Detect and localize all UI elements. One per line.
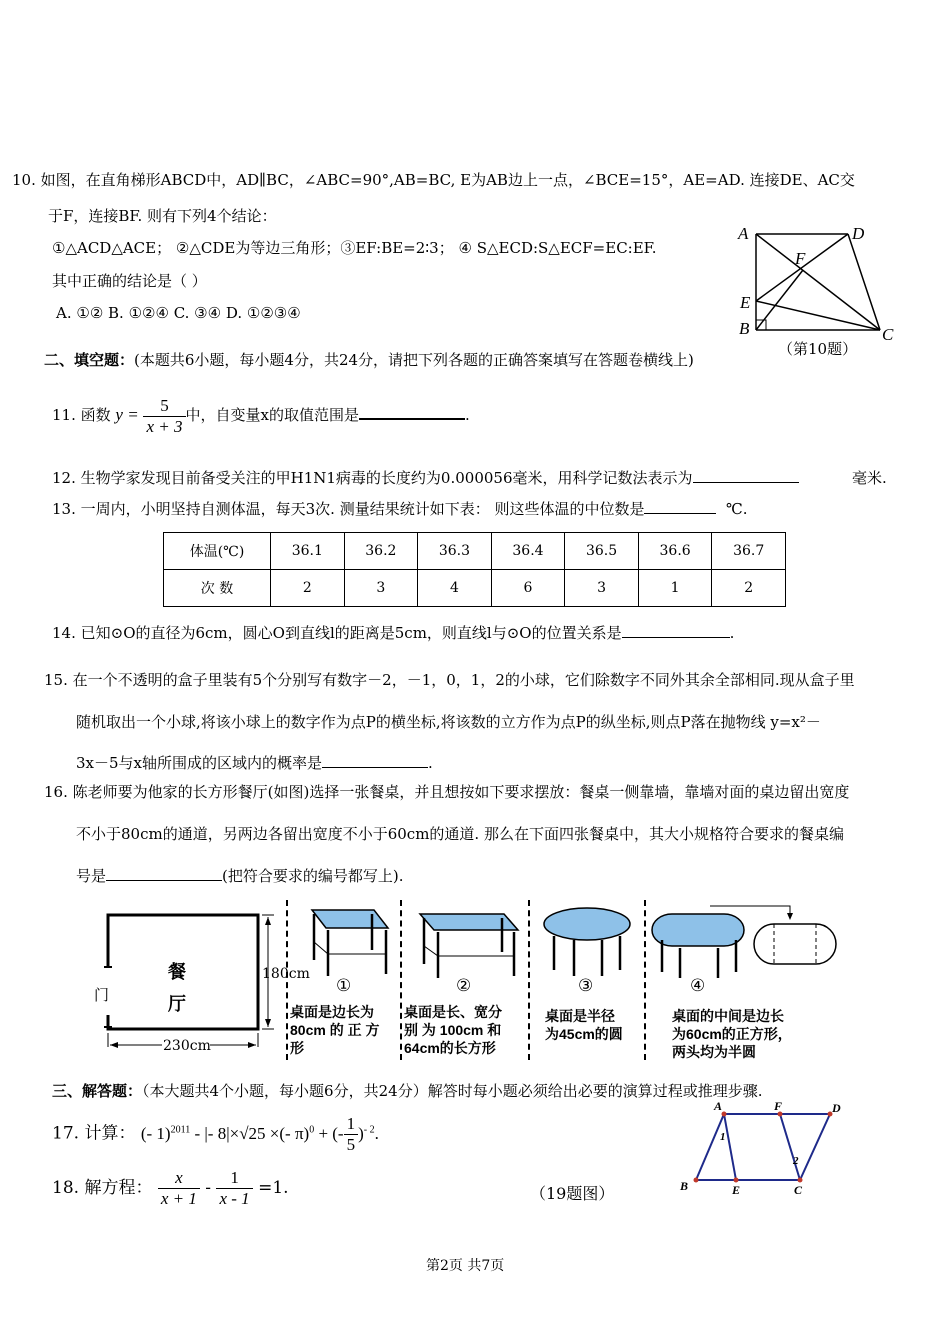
page-footer: 第2页 共7页 xyxy=(426,1258,505,1274)
table-cell: 36.5 xyxy=(565,533,639,570)
q17-end: . xyxy=(374,1123,379,1143)
table-cell: 36.3 xyxy=(418,533,492,570)
q10-label-F: F xyxy=(795,249,806,268)
room-door-label: 门 xyxy=(94,986,110,1004)
q17-fraction xyxy=(344,1114,359,1155)
table2-caption-2: 别 为 100cm 和 xyxy=(404,1022,502,1038)
table-cell: 3 xyxy=(565,570,639,607)
q11-fraction xyxy=(143,396,185,437)
q17-fden: 5 xyxy=(346,1135,356,1155)
q10-options: A. ①② B. ①②④ C. ③④ D. ①②③④ xyxy=(56,304,301,322)
table-cell: 2 xyxy=(271,570,345,607)
q11-answer-blank[interactable] xyxy=(359,404,465,420)
q11-denominator: x + 3 xyxy=(146,416,183,436)
q15-answer-blank[interactable] xyxy=(322,753,428,768)
q10-label-E: E xyxy=(740,293,751,312)
fig19-label-F: F xyxy=(774,1099,783,1113)
q13-text: 13. 一周内，小明坚持自测体温，每天3次. 测量结果统计如下表： 则这些体温的中位数是 xyxy=(52,500,645,518)
table-row xyxy=(164,570,786,607)
q14-answer-blank[interactable] xyxy=(622,623,730,638)
q10-label-B: B xyxy=(739,319,750,338)
q16-line3 xyxy=(76,866,404,886)
q16-line3-suffix: (把符合要求的编号都写上). xyxy=(222,867,404,885)
q12-text: 12. 生物学家发现目前备受关注的甲H1N1病毒的长度约为0.000056毫米，用科学记数法表示为 xyxy=(52,469,693,487)
separator-1 xyxy=(286,900,288,1060)
q17-label: 17. 计算： xyxy=(52,1123,136,1144)
table-cell: 1 xyxy=(638,570,712,607)
table-row xyxy=(164,533,786,570)
q11: 11. 函数 y = $\frac{5}{x + 3}$ 中，自变量x的取值范围是 . xyxy=(52,395,470,436)
q18-d1: x + 1 xyxy=(160,1189,197,1208)
q12 xyxy=(52,468,799,488)
table3-drawing xyxy=(540,900,640,980)
q13-answer-blank[interactable] xyxy=(644,499,716,514)
table2-caption-3: 64cm的长方形 xyxy=(404,1040,496,1056)
room-height-label: 180cm xyxy=(262,966,310,982)
q15-line2: 随机取出一个小球,将该小球上的数字作为点P的横坐标,将该数的立方作为点P的纵坐标,则点P落在抛物线 y=x²－ xyxy=(76,713,821,731)
q17-expression xyxy=(140,1114,379,1155)
q10-fig-caption: （第10题） xyxy=(778,340,858,358)
table1-number: ① xyxy=(336,976,352,996)
q16-line2: 不小于80cm的通道，另两边各留出宽度不小于60cm的通道. 那么在下面四张餐桌中，其大小规格符合要求的餐桌编 xyxy=(76,825,844,843)
q11-numerator: 5 xyxy=(143,396,185,417)
q12-unit: 毫米. xyxy=(852,469,887,487)
room-width-label: 230cm xyxy=(163,1038,211,1054)
table2-caption-1: 桌面是长、宽分 xyxy=(404,1004,502,1020)
q10-line1: 10. 如图，在直角梯形ABCD中，AD∥BC，∠ABC=90°,AB=BC, E为AB边上一点，∠BCE=15°，AE=AD. 连接DE、AC交 xyxy=(12,171,855,189)
table4-caption-1: 桌面的中间是边长 xyxy=(672,1008,784,1024)
q18-d2: x - 1 xyxy=(219,1189,250,1208)
q15-line3: 3x－5与x轴所围成的区域内的概率是 xyxy=(76,754,323,772)
fig19-angle-2: 2 xyxy=(793,1155,799,1167)
fig19-label-C: C xyxy=(794,1183,803,1197)
fig19-label-D: D xyxy=(832,1101,841,1115)
table1-caption-1: 桌面是边长为 xyxy=(290,1004,374,1020)
table-cell: 6 xyxy=(491,570,565,607)
q16-line1: 16. 陈老师要为他家的长方形餐厅(如图)选择一张餐桌，并且想按如下要求摆放：餐桌一侧靠墙，靠墙对面的桌边留出宽度 xyxy=(44,783,850,801)
table-cell: 36.6 xyxy=(638,533,712,570)
section3-heading: 三、解答题： xyxy=(52,1082,143,1100)
q10-label-A: A xyxy=(738,224,749,243)
q11-suffix: 中，自变量x的取值范围是 xyxy=(185,406,359,424)
table-cell: 4 xyxy=(418,570,492,607)
q13-unit: ℃. xyxy=(726,500,748,518)
q17-part2: - |- 8|×√25 ×(- π) xyxy=(190,1123,310,1143)
table3-caption-1: 桌面是半径 xyxy=(545,1008,615,1024)
table3-number: ③ xyxy=(578,976,594,996)
q16-line3-prefix: 号是 xyxy=(76,867,107,885)
q12-answer-blank[interactable] xyxy=(693,468,799,483)
q18-n2: 1 xyxy=(216,1168,252,1189)
q17-fnum: 1 xyxy=(344,1114,359,1135)
q18 xyxy=(52,1166,289,1210)
q10-prompt: 其中正确的结论是（ ） xyxy=(52,272,207,290)
q17-part3: + (- xyxy=(314,1123,344,1143)
table4-caption-3: 两头均为半圆 xyxy=(672,1044,756,1060)
section2-heading: 二、填空题： xyxy=(44,351,135,369)
q14: 14. 已知⊙O的直径为6cm，圆心O到直线l的距离是5cm，则直线l与⊙O的位置关系是 . xyxy=(52,624,735,642)
q18-n1: x xyxy=(158,1168,200,1189)
q17-part4: ) xyxy=(358,1123,364,1143)
table1-caption-3: 形 xyxy=(290,1040,304,1056)
table-cell: 3 xyxy=(344,570,418,607)
q10-line2: 于F，连接BF. 则有下列4个结论： xyxy=(48,207,277,225)
section3-note: （本大题共4个小题，每小题6分，共24分）解答时每小题必须给出必要的演算过程或推理步骤. xyxy=(142,1082,763,1100)
table-cell: 2 xyxy=(712,570,786,607)
q17-exp4: - 2 xyxy=(363,1124,375,1135)
fig19-figure xyxy=(676,1098,846,1198)
table-cell: 36.2 xyxy=(344,533,418,570)
table-cell: 36.1 xyxy=(271,533,345,570)
table-header-count: 次 数 xyxy=(164,570,271,607)
q18-label: 18. 解方程： xyxy=(52,1178,153,1198)
q18-fraction-1 xyxy=(158,1168,200,1209)
q10-edge-BF xyxy=(756,270,803,330)
fig19-label-B: B xyxy=(680,1179,689,1193)
separator-2 xyxy=(400,900,402,1060)
room-label-1: 餐 xyxy=(168,962,186,983)
fig19-angle-1: 1 xyxy=(720,1131,726,1143)
q17 xyxy=(52,1108,379,1156)
fig19-caption: （19题图） xyxy=(530,1184,615,1203)
q11-y: y = xyxy=(115,405,139,424)
table1-drawing xyxy=(298,902,398,982)
table4-drawing xyxy=(650,898,850,983)
q18-fraction-2 xyxy=(216,1168,252,1209)
q11-prefix: 11. 函数 xyxy=(52,406,116,424)
separator-3 xyxy=(528,900,530,1060)
section3-title xyxy=(52,1081,762,1101)
table4-caption-2: 为60cm的正方形， xyxy=(672,1026,792,1042)
q10-edge-DC xyxy=(848,234,880,330)
q18-eq: =1. xyxy=(258,1178,289,1198)
table4-number: ④ xyxy=(690,976,706,996)
q18-minus: - xyxy=(205,1178,212,1198)
q15-line3-wrap: 3x－5与x轴所围成的区域内的概率是 . xyxy=(76,754,433,772)
q14-text: 14. 已知⊙O的直径为6cm，圆心O到直线l的距离是5cm，则直线l与⊙O的位置关系是 xyxy=(52,624,622,642)
table1-caption-2: 80cm 的 正 方 xyxy=(290,1022,380,1038)
q13 xyxy=(52,499,748,519)
room-label-2: 厅 xyxy=(168,994,186,1015)
q17-exp2: 0 xyxy=(309,1124,315,1135)
table-cell: 36.4 xyxy=(491,533,565,570)
fig19-label-A: A xyxy=(714,1099,723,1113)
table-cell: 36.7 xyxy=(712,533,786,570)
q15-line1: 15. 在一个不透明的盒子里装有5个分别写有数字－2，－1，0，1，2的小球，它们除数字不同外其余全部相同.现从盒子里 xyxy=(44,671,855,689)
q13-table xyxy=(163,532,786,607)
q10-conclusions: ①△ACD△ACE； ②△CDE为等边三角形；③EF:BE=2∶3； ④ S△ECD:S△ECF=EC:EF. xyxy=(52,239,657,257)
table3-caption-2: 为45cm的圆 xyxy=(545,1026,623,1042)
section2-title xyxy=(44,350,694,370)
table2-number: ② xyxy=(456,976,472,996)
q17-part1: (- 1) xyxy=(140,1123,171,1143)
q17-exp1: 2011 xyxy=(170,1124,191,1135)
q10-label-D: D xyxy=(852,224,865,243)
section2-note: (本题共6小题，每小题4分，共24分，请把下列各题的正确答案填写在答题卷横线上) xyxy=(134,351,694,369)
separator-4 xyxy=(644,900,646,1060)
q16-answer-blank[interactable] xyxy=(106,866,222,881)
q10-label-C: C xyxy=(882,325,894,344)
table-header-temp: 体温(℃) xyxy=(164,533,271,570)
table2-drawing xyxy=(412,902,522,982)
fig19-label-E: E xyxy=(732,1183,741,1197)
